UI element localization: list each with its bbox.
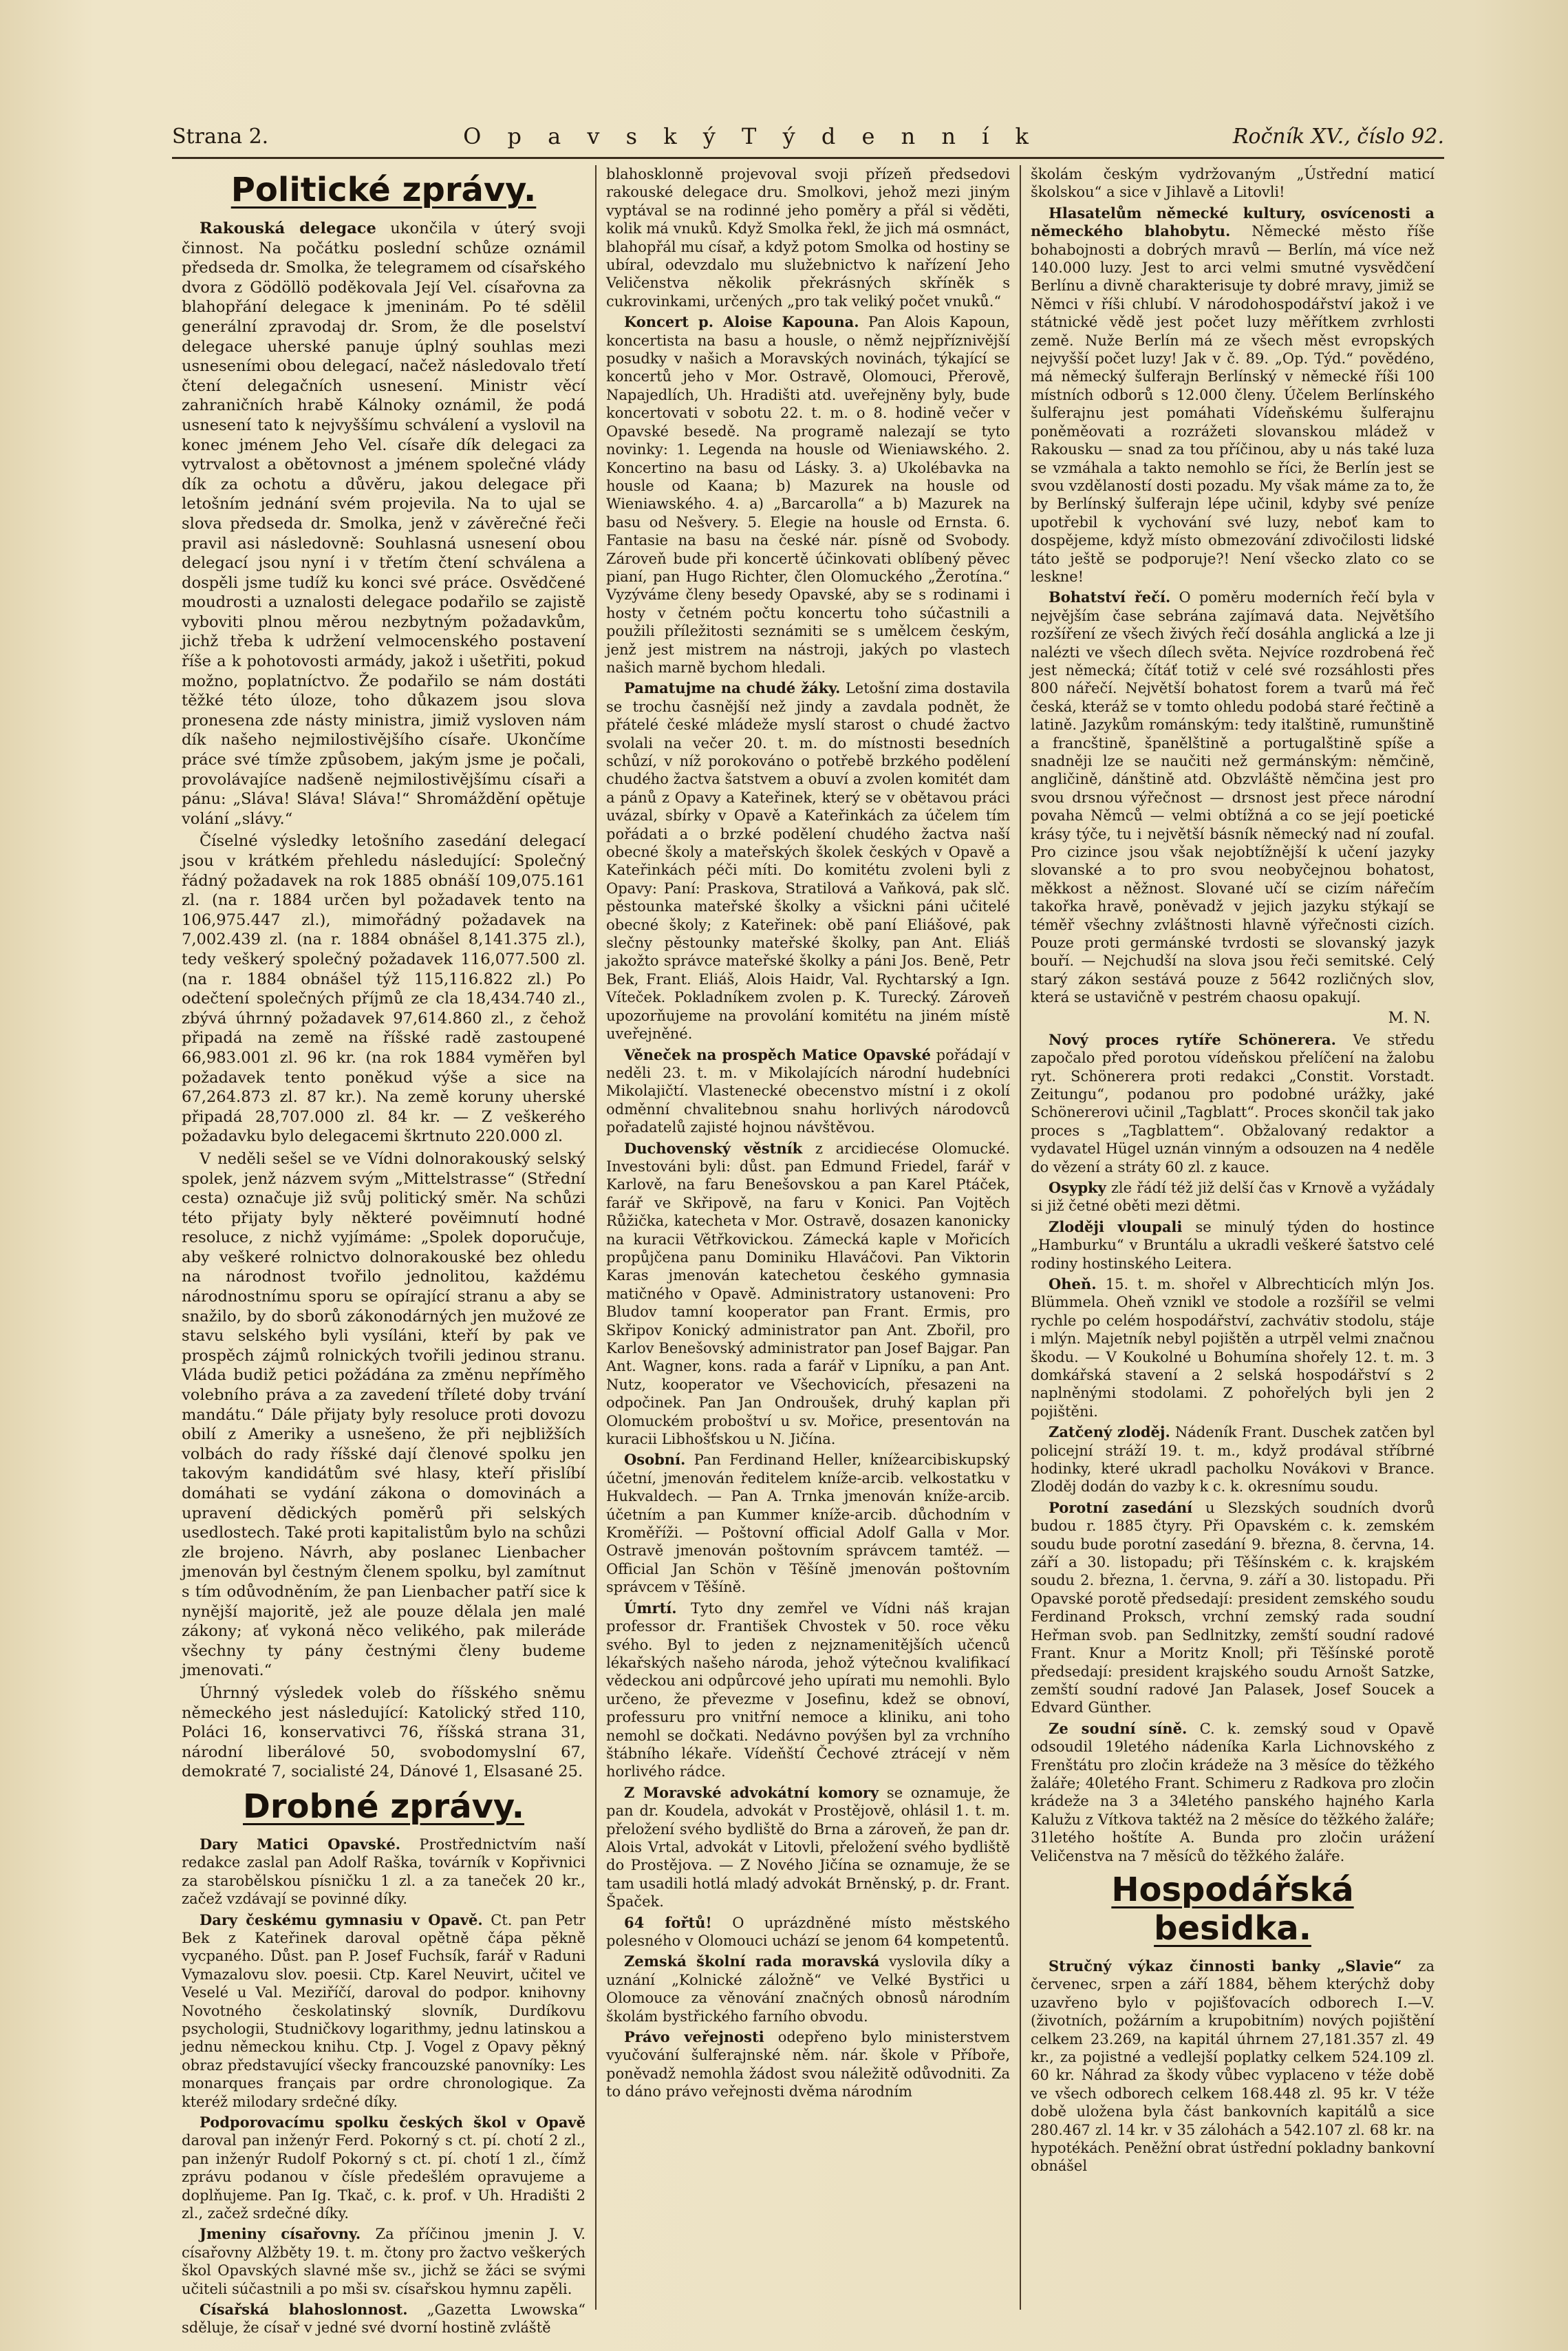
headline: Stručný výkaz činnosti banky „Slavie“ [1049, 1957, 1402, 1975]
headline: Nový proces rytíře Schönerera. [1049, 1030, 1336, 1048]
article-body: Pan Ferdinand Heller, knížearcibiskupský účetní, jmenován ředitelem kníže-arcib. velkostatku v Hukvaldech. — Pan A. Trnka jmenován kníže-arcib. účetním a pan Kummer kníže-arcib. důchodním v Kroměříži. — Poštovní official Adolf Galla v Mor. Ostravě jmenován poštovním správcem tamtéž. — Official Jan Schön v Těšíně jmenován poštovním správcem v Těšíně. [606, 1451, 1010, 1596]
headline: Osypky [1049, 1178, 1106, 1196]
article-personal [606, 1451, 1010, 1596]
headline: Úmrtí. [624, 1599, 677, 1617]
article-body: pořádají v neděli 23. t. m. v Mikolajících národní hudebníci Mikolajičtí. Vlastenecké obecenstvo místní i z okolí odměnní chvalitebnou snahu horlivých národovců pořadatelů zajisté hojnou návštěvou. [606, 1046, 1011, 1136]
article-body: Letošní zima dostavila se trochu časnější než jindy a zavdala podnět, že přátelé české mládeže myslí starost o chudé žactvo svolali na večer 20. t. m. do místnosti besedních schůzí, v níž porokováno o potřebě brzkého podělení chudého žactva šatstvem a obuví a zvolen komitét dam a pánů z Opavy a Kateřinek, který se v obětavou práci uvázal, sbírky v Opavě a Kateřinkách za účelem tím pořádati a o brzké podělení chudého žactva naší obecné školy a mateřských školek českých v Opavě a Kateřinkách péči míti. Do komitétu zvoleni byli z Opavy: Paní: Praskova, Stratilová a Vaňková, pak slč. pěstounka mateřské školky a všickni páni učitelé obecné školy; z Kateřinek: obě paní Eliášové, pak slečny pěstounky mateřské školky, pan Ant. Eliáš jakožto správce mateřské školky a páni Jos. Beně, Petr Bek, Frant. Eliáš, Alois Haidr, Val. Rychtarský a Ign. Víteček. Pokladníkem zvolen p. K. Turecký. Zároveň upozorňujeme na provolání komitétu na jiném místě uveřejněné. [606, 680, 1010, 1043]
issue-volume: Ročník XV., číslo 92. [1232, 124, 1444, 149]
article-delegation [182, 219, 586, 829]
article-body: Tyto dny zemřel ve Vídni náš krajan professor dr. František Chvostek v 50. roce věku svého. Byl to jeden z nejznamenitějších učenců lékařských našeho národa, jehož výtečnou kvalifikací vědeckou ani odpůrcové jeho upírati mu nemohli. Bylo určeno, že převezme v Josefinu, kdež se obnoví, professuru pro vnitřní nemoce a kliniku, ani toho nemohl se dočkati. Nedávno povýšen byl za vrchního štábního lékaře. Vídeňští Čechové ztrácejí v něm horlivého rádce. [606, 1599, 1010, 1780]
author-signature: M. N. [1388, 1009, 1430, 1027]
article-delegation-numbers [182, 831, 586, 1147]
article-body: vyslovila díky a uznání „Kolnické záložně“ ve Velké Bystřici u Olomouce za věnování značných obnosů národním školám bystřického farního obvodu. [606, 1953, 1010, 2025]
article-gifts-gymnasium [182, 1911, 586, 2111]
headline: Věneček na prospěch Matice Opavské [624, 1045, 931, 1063]
article-body: C. k. zemský soud v Opavě odsoudil 19letého nádeníka Karla Lichnovského z Frenštátu pro zločin krádeže na 3 měsíce do těžkého žaláře; 40letého Frant. Schimeru z Radkova pro zločin krádeže na 3 a 34letého panského hajného Karla Kalužu z Vítkova taktéž na 2 měsíce do těžkého žaláře; 31letého hoštíte A. Bunda pro zločin urážení Veličenstva na 7 měsíců do těžkého žaláře. [1031, 1720, 1435, 1864]
article-body: školám českým vydržovaným „Ústřední maticí školskou“ a sice v Jihlavě a Litovli! [1031, 166, 1435, 201]
article-german-culture [1031, 204, 1435, 586]
headline: Porotní zasedání [1049, 1498, 1193, 1516]
article-language-richness [1031, 588, 1435, 1006]
section-title-short-news: Drobné zprávy. [242, 1787, 525, 1826]
article-body: Pan Alois Kapoun, koncertista na basu a housle, o němž nejpříznivější posudky v našich a Moravských novinách, týkající se koncertů jeho v Mor. Ostravě, Olomouci, Přerově, Napajedlích, Uh. Hradišti atd. uveřejněny byly, bude koncertovati v sobotu 22. t. m. o 8. hodině večer v Opavské besedě. Na programě nalezají se tyto novinky: 1. Legenda na housle od Wieniawského. 2. Koncertino na basu od Lásky. 3. a) Ukolébavka na housle od Kaana; b) Mazurek na housle od Wieniawského. 4. a) „Barcarolla“ a b) Mazurek na basu od Nešvery. 5. Elegie na housle od Ernsta. 6. Fantasie na basu na české nár. písně od Svobody. Zároveň bude při koncertě účinkovati oblíbený pěvec pianí, pan Hugo Richter, člen Olomuckého „Žerotína.“ Vyzýváme členy besedy Opavské, aby se s rodinami i hosty v četném počtu koncertu toho súčastnili a použili příležitosti seznámiti se s umělcem českým, jenž jest mistrem na nástroji, jakých po vlastech našich marně bychom hledali. [606, 314, 1010, 676]
headline: Jmeniny císařovny. [200, 2225, 361, 2243]
article-body: „Gazetta Lwowska“ sděluje, že císař v jedné své dvorní hostině zvláště [182, 2301, 586, 2337]
article-empress-nameday [182, 2225, 586, 2298]
article-public-right [606, 2028, 1010, 2101]
headline: Osobní. [624, 1451, 686, 1469]
article-clergy-bulletin [606, 1140, 1010, 1449]
article-body: Německé město říše bohabojnosti a dobrých mravů — Berlín, má více než 140.000 luzy. Jest to arci velmi smutné vysvědčení Berlínu a divně charakterisuje ty dobré mravy, jimiž se Němci v říši chlubí. V národohospodářství jakož i ve státnické vědě jest počet luzy měřítkem zvrhlosti země. Nuže Berlín má ze všech měst evropských nejvyšší počet luzy! Jak v č. 89. „Op. Týd.“ povědéno, má německý šulferajn Berlínský v německé říši 100 místních odborů s 12.000 členy. Účelem Berlínského šulferajnu jest pomáhati Vídeňskému šulferajnu poněměovati a rozrážeti slovanskou mládež v Rakousku — snad za tou příčinou, aby u nás také luza se vzmáhala a takto nemohlo se říci, že Berlín jest se svou vzdělaností dosti pozadu. My však máme za to, že by Berlínský šulferajn lépe učinil, kdyby své peníze upotřebil k vychování své luzy, neboť kam to dospějeme, když místo obmezování zdivočilosti lidské táto ještě se podporuje?! Není všecko zlato co se leskne! [1031, 223, 1435, 585]
headline: Ze soudní síně. [1049, 1719, 1188, 1737]
article-body: se minulý týden do hostince „Hamburku“ v Bruntálu a ukradli veškeré šatstvo celé rodiny hostinského Leitera. [1031, 1218, 1435, 1272]
article-peasant-union [182, 1149, 586, 1681]
masthead-title: O p a v s k ý T ý d e n n í k [463, 123, 1038, 149]
article-body: odepřeno bylo ministerstvem vyučování šulferajnské něm. nár. škole v Příboře, poněvadž nemohla žádost svou náležitě odůvodniti. Za to dáno právo veřejnosti dvěma národním [606, 2029, 1010, 2100]
article-body: zle řádí též již delší čas v Krnově a vyžádaly si již četné oběti mezi dětmi. [1031, 1179, 1435, 1215]
article-body: 15. t. m. shořel v Albrechticích mlýn Jos. Blümmela. Oheň vznikl ve stodole a rozšířil se velmi rychle po celém hospodářství, zachvátiv stodolu, stáje i mlýn. Majetník nebyl pojištěn a utrpěl velmi značnou škodu. — V Koukolné u Bohumína shořely 12. t. m. 3 domkářská stavení a 2 selská hospodářství s 2 naplněnými stodolami. Z pohořelých byli jen 2 pojištěni. [1031, 1275, 1435, 1420]
columns [172, 165, 1444, 2337]
article-burglary [1031, 1218, 1435, 1273]
headline: Bohatství řečí. [1049, 588, 1171, 606]
article-wreath-matice [606, 1046, 1010, 1137]
article-fire [1031, 1275, 1435, 1421]
article-foresters [606, 1914, 1010, 1950]
headline: Zloději vloupali [1049, 1217, 1183, 1235]
article-public-right-cont [1031, 165, 1435, 202]
headline: Císařská blahoslonnost. [200, 2301, 408, 2319]
headline: Hlasatelům německé kultury, osvícenosti a německého blahobytu. [1031, 204, 1435, 240]
headline: Rakouská delegace [200, 220, 376, 237]
article-body: O poměru moderních řečí byla v nejvějším čase sebrána zajímavá data. Největšího rozšíření ze všech živých řečí dosáhla anglická a lze ji nalézti ve všech dílech světa. Nejvíce rozdrobená řeč jest německá; čítáť totiž v celé své rozsáhlosti přes 800 nářečí. Největší bohatost forem a tvarů má řeč česká, kteráž se v tomto ohledu podobá staré řečtině a latině. Jazykům románským: tedy italštině, rumunštině a francštině, španělštině a portugalštině spíše a snadněji lze se naučiti než germánským: němčině, angličině, dánštině atd. Obzvláště němčina jest pro svou drsnou výřečnost — drsnost jest přece národní povaha Němců — velmi obtížná a co se její poetické krásy týče, tu i největší básník německý nad ní zoufal. Pro cizince jsou však nejobtížnější k učení jazyky slovanské a to pro svou neobyčejnou bohatost, měkkost a něžnost. Slované učí se cizím nářečím takořka hravě, poněvadž v jejich jazyku stýkají se téměř všechny zvláštnosti hlavně výřečnosti cizích. Pouze proti germánské tvrdosti se slovanský jazyk bouří. — Nejchudší na slova jsou řeči semitské. Celý starý zákon sestává pouze z 5642 rozličných slov, která se ustavičně v pestrém chaosu opakují. [1031, 589, 1435, 1006]
column-2 [595, 165, 1020, 2310]
article-body: O uprázdněné místo městského polesného v Olomouci uchází se jenom 64 kompetentů. [606, 1914, 1011, 1949]
headline: Zemská školní rada moravská [624, 1953, 880, 1970]
column-1 [172, 165, 595, 2337]
headline: 64 fořtů! [624, 1913, 712, 1931]
article-courtroom [1031, 1720, 1435, 1865]
article-arrested-thief [1031, 1423, 1435, 1496]
article-emperor-favour-cont [606, 165, 1010, 310]
article-body: Prostřednictvím naší redakce zaslal pan Adolf Raška, továrník v Kopřivnici za starobělskou písničku 1 zl. a za taneček 20 kr., začež vzdávají se povinné díky. [182, 1836, 586, 1908]
article-body: z arcidiecése Olomucké. Investováni byli: důst. pan Edmund Friedel, farář v Karlově, na faru Benešovskou a pan Karel Ptáček, farář ve Skřipově, na faru v Konici. Pan Vojtěch Růžička, katecheta v Mor. Ostravě, dosazen kanonicky na kuracii Větřkovickou. Zámecká kaple v Mořicích propůjčena panu Dominiku Hlaváčovi. Pan Viktorin Karas jmenován katechetou českého gymnasia matičného v Opavě. Administratory ustanoveni: Pro Bludov tamní kooperator pan Frant. Ermis, pro Skřipov Konický administrator pan Ant. Zbořil, pro Karlov Benešovský administrator pan Josef Bajgar. Pan Ant. Wagner, kons. rada a farář v Lipníku, a pan Ant. Nutz, kooperator ve Všechovicích, přesazeni na odpočinek. Pan Jan Ondroušek, druhý kaplan při Olomuckém proboštví u sv. Mořice, presentován na kuracii Libhošťskou u N. Jičína. [606, 1140, 1010, 1448]
article-jury-sessions [1031, 1499, 1435, 1717]
article-body: Za příčinou jmenin J. V. císařovny Alžběty 19. t. m. čtony pro žactvo veškerých škol Opavských slavné mše sv., jichž se žáci se svými učiteli súčastnili a po mši sv. císařskou hymnu zapěli. [182, 2226, 586, 2297]
article-bar-chamber [606, 1784, 1010, 1911]
article-body: se oznamuje, že pan dr. Koudela, advokát v Prostějově, ohlásil 1. t. m. přeložení svého bydliště do Brna a zároveň, že pan dr. Alois Vrtal, advokát v Litovli, přeložení svého bydliště do Prostějova. — Z Nového Jičína se oznamuje, že se tam usadili hotlá mladý advokát Brněnský, p. dr. Frant. Špaček. [606, 1784, 1010, 1911]
article-emperor-favour [182, 2301, 586, 2337]
headline: Dary Matici Opavské. [200, 1835, 401, 1853]
headline: Právo veřejnosti [624, 2028, 764, 2046]
page-header [172, 116, 1444, 159]
article-gifts-matice [182, 1836, 586, 1908]
section-title-politics: Politické zprávy. [230, 171, 537, 209]
article-body: za červenec, srpen a září 1884, během kterýchž doby uzavřeno bylo v pojišťovacích odborech I.—V. (životních, požárním a krupobitním) nových pojištění celkem 23.269, na kapitál úhrnem 27,181.357 zl. 49 kr., za pojistné a vedlejší poplatky celkem 524.109 zl. 60 kr. Náhrad za škody vůbec vyplaceno v téže době ve všech odborech celkem 168.448 zl. 95 kr. V téže době uložena byla část bankovních kapitálů a sice 280.467 zl. 14 kr. v 35 zálohách a 542.107 zl. 68 kr. na hypotékách. Peněžní obrat ústřední pokladny bankovní obnášel [1031, 1957, 1435, 2175]
article-body: Ve středu započalo před porotou vídeňskou přelíčení na žalobu ryt. Schönerera proti redakci „Constit. Vorstadt. Zeitungu“, podanou pro podobné urážky, jaké Schönererovi učinil „Tagblatt“. Proces skončil tak jako proces s „Tagblattem“. Obžalovaný redaktor a vydavatel Hügel uznán vinným a odsouzen na 4 neděle do vězení a stráty 60 zl. z kauce. [1031, 1031, 1435, 1176]
article-body: Číselné výsledky letošního zasedání delegací jsou v krátkém přehledu následující: Společný řádný požadavek na rok 1885 obnáší 109,075.161 zl. (na r. 1884 určen byl požadavek tento na 106,975.447 zl.), mimořádný požadavek na 7,002.439 zl. (na r. 1884 obnášel 8,141.375 zl.), tedy veškerý společný požadavek 116,077.500 zl. (na r. 1884 obnášel týž 115,116.822 zl.) Po odečtení společných příjmů ze cla 18,434.740 zl., zbývá úhrnný požadavek 97,614.860 zl., z čehož připadá na země na říšské radě zastoupené 66,983.001 zl. 96 kr. (na rok 1884 vyměřen byl požadavek tento poněkud výše a sice na 67,264.873 zl. 87 kr.). Na země koruny uherské připadá 28,707.000 zl. 84 kr. — Z veškerého požadavku bylo delegacemi škrtnuto 220.000 zl. [182, 832, 586, 1146]
column-3 [1020, 165, 1444, 2310]
headline: Zatčený zloděj. [1049, 1423, 1170, 1441]
article-kapoun-concert [606, 313, 1010, 677]
article-body: V neděli sešel se ve Vídni dolnorakouský selský spolek, jenž názvem svým „Mittelstrasse“ (Střední cesta) označuje již svůj politický směr. Na schůzi této přijaty byly některé pověimnutí hodné resoluce, z nichž vyjímáme: „Spolek doporučuje, aby veškeré rolnictvo dolnorakouské bez ohledu na národnost tvořilo jednolitou, každému národnostnímu sporu se opírající stranu a aby se snažilo, by do sborů zákonodárných jen mužové ze stavu selského byli vysíláni, kteří by pak ve prospěch zájmů rolnických tvořili jedinou stranu. Vláda budiž petici požádána za změnu nepříměho volebního práva a za zavedení tříleté doby trvání mandátu.“ Dále přijaty byly resoluce proti dovozu obilí z Ameriky a usnešeno, že při nejbližších volbách do rady říšské dají členové spolku jen takovým kandidátům své hlasy, kteří přislíbí domáhati se vydání zákona o domovinách a upravení dědických poměrů při selských usedlostech. Také proti kapitalistům bylo na schůzi zle brojeno. Návrh, aby poslanec Lienbacher jmenován byl čestným členem spolku, byl zamítnut s tím odůvodněním, že pan Lienbacher patří sice k nynější majoritě, jež ale pouze dělala jen malé zákony; ať vykoná něco velikého, pak mileráde všechny ty pány čestnými členy budeme jmenovati.“ [182, 1149, 586, 1680]
headline: Z Moravské advokátní komory [624, 1783, 879, 1801]
article-school-support [182, 2114, 586, 2222]
headline: Koncert p. Aloise Kapouna. [624, 313, 859, 331]
article-body: daroval pan inženýr Ferd. Pokorný s ct. pí. chotí 2 zl., pan inženýr Rudolf Pokorný s ct. pí. chotí 1 zl., čímž zprávu podanou v čísle předešlém opravujeme a doplňujeme. Pan Ig. Tkač, c. k. prof. v Uh. Hradišti 2 zl., začež srdečné díky. [182, 2132, 586, 2222]
article-body: u Slezských soudních dvorů budou r. 1885 čtyry. Při Opavském c. k. zemském soudu bude porotní zasedání 9. března, 8. června, 14. září a 30. listopadu; při Těšínském c. k. krajském soudu 2. března, 1. června, 9. září a 30. listopadu. Při Opavské porotě předsedají: president zemského soudu Ferdinand Proksch, vrchní zemský rada soudní Heřman svob. pan Sedlnitzky, zemští soudní radové Frant. Knur a Moritz Knoll; při Těšínské porotě předsedají: president krajského soudu Arnošt Satzke, zemští soudní radové Jan Palasek, Josef Soucek a Edvard Günther. [1031, 1499, 1435, 1716]
article-reichstag-elections [182, 1683, 586, 1782]
headline: Pamatujme na chudé žáky. [624, 679, 841, 697]
article-body: Nádeník Frant. Duschek zatčen byl policejní stráží 19. t. m., když prodával stříbrné hodinky, které ukradl pacholku Novákovi v Brance. Zloděj dodán do vazby k c. k. okresnímu soudu. [1031, 1424, 1435, 1496]
article-body: Úhrnný výsledek voleb do říšského sněmu německého jest následující: Katolický střed 110, Poláci 16, konservativci 76, říšská strana 31, národní liberálové 50, svobodomyslní 67, demokraté 7, socialisté 24, Dánové 1, Elsasané 25. [182, 1683, 586, 1781]
article-school-council [606, 1953, 1010, 2025]
section-title-economy: Hospodářská besidka. [1111, 1870, 1354, 1948]
headline: Dary českému gymnasiu v Opavě. [200, 1911, 483, 1928]
headline: Oheň. [1049, 1275, 1097, 1292]
headline: Duchovenský věstník [624, 1139, 803, 1157]
page-number: Strana 2. [172, 124, 269, 149]
article-schonerer-trial [1031, 1031, 1435, 1176]
article-slavie-bank [1031, 1957, 1435, 2176]
article-poor-pupils [606, 679, 1010, 1043]
article-body: Ct. pan Petr Bek z Kateřinek daroval opětně čápa pěkně vycpaného. Důst. pan P. Josef Fuchsík, farář v Raduni Vymazalovu slov. poesii. Ctp. Karel Neuvirt, učitel ve Veselé u Val. Meziříčí, daroval do podpor. knihovny Novotného českolatinský slovník, Durdíkovu psychologii, Studničkovy logarithmy, jednu latinskou a jednu německou knihu. Ctp. J. Vogel z Opavy pěkný obraz představující všecky francouzské panovníky: Les monarques français par ordre chronologique. Za kteréž milodary srdečné díky. [182, 1911, 586, 2110]
article-body: ukončila v úterý svoji činnost. Na počátku poslední schůze oznámil předseda dr. Smolka, že telegramem od císařského dvora z Gödöllö poděkovala Její Vel. císařovna za blahopřání delegace k jmeninám. Po té sdělil generální zpravodaj dr. Srom, že dle poselství delegace uherské panuje úplný souhlas mezi usneseními obou delegací, načež následovalo třetí čtení delegačních usnesení. Ministr věcí zahraničních hrabě Kálnoky oznámil, že podá usnesení tato k nejvyššímu schválení a vyslovil na konec jménem Jeho Vel. císaře dík delegaci za vytrvalost a obětovnost a jménem společné vlády dík za ochotu a důvěru, jakou delegace při letošním jednání svém projevila. Na to ujal se slova předseda dr. Smolka, jenž v závěrečné řeči pravil asi následovně: Souhlasná usnesení obou delegací jsou nyní i v třetím čtení schválena a dospěli jsme tudíž ku konci své práce. Osvědčené moudrosti a uznalosti delegace podařilo se zajistě vyboviti plnou měrou nezbytným požadavkům, jichž třeba k udržení velmocenského postavení říše a k pohotovosti armády, jakož i ušetřiti, pokud možno, poplatníctvo. Že podařilo se nám dostáti těžké této úloze, toho důkazem jsou slova pronesena zde násty ministra, jimiž vysloven nám dík našeho nejmilostivějšího císaře. Ukončíme práce své tímže způsobem, jakým jsme je počali, provolávajíce nadšeně nejmilostivějšímu císaři a pánu: „Sláva! Sláva! Sláva!“ Shromáždění opětuje volání „slávy.“ [182, 220, 586, 828]
headline: Podporovacímu spolku českých škol v Opavě [200, 2114, 586, 2131]
article-death [606, 1599, 1010, 1781]
article-body: blahosklonně projevoval svoji přízeň předsedovi rakouské delegace dru. Smolkovi, jehož mezi jiným vyptával se na rodinné jeho poměry a přál si věděti, kolik má vnuků. Když Smolka řekl, že jich má osmnáct, blahopřál mu císař, a když potom Smolka od hostiny se ubíral, odevzdalo mu služebnictvo k nařízení Jeho Veličenstva několik překrásných skříněk s cukrovinkami, určených „pro tak veliký počet vnuků.“ [606, 166, 1010, 310]
article-measles [1031, 1179, 1435, 1215]
